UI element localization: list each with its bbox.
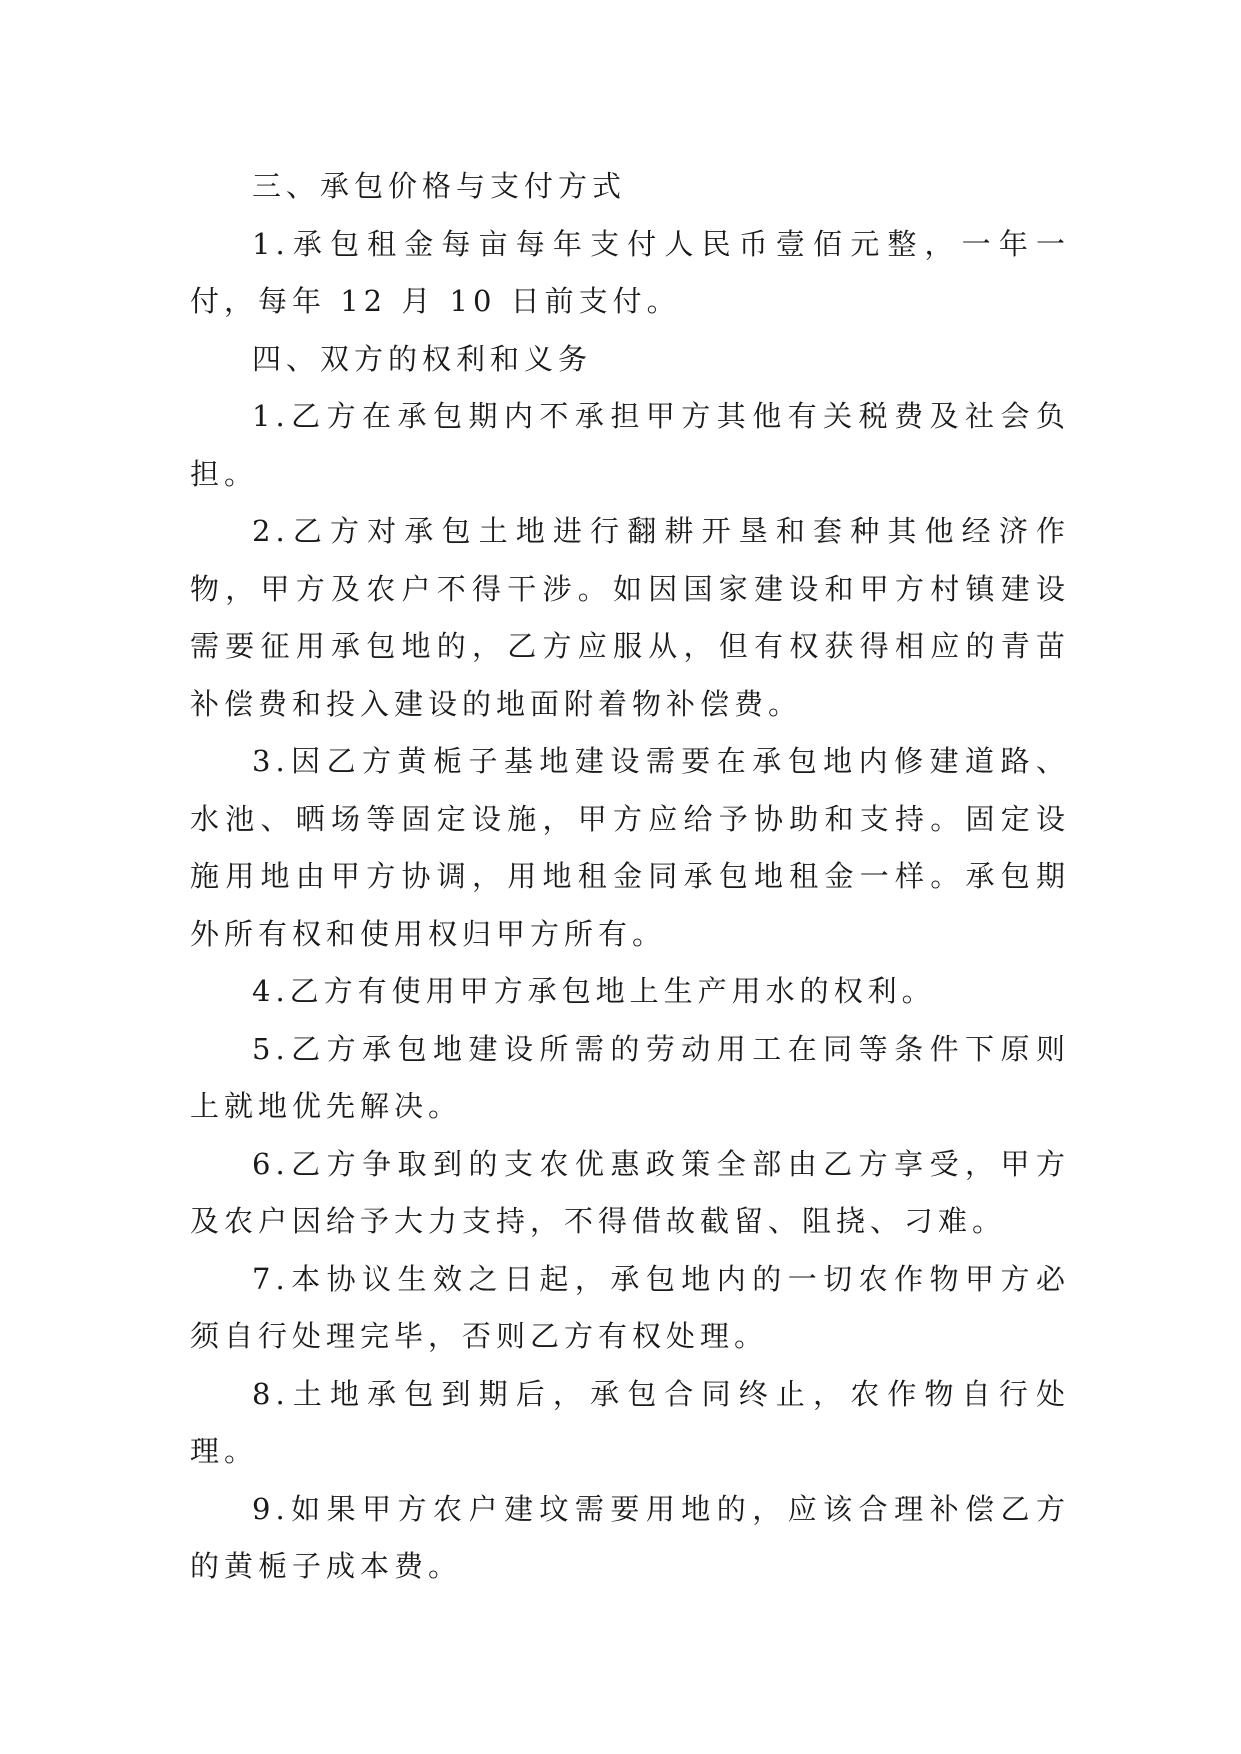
clause-rights-1: 1.乙方在承包期内不承担甲方其他有关税费及社会负担。 bbox=[190, 399, 1070, 491]
clause-rights-4: 4.乙方有使用甲方承包地上生产用水的权利。 bbox=[252, 974, 936, 1008]
clause-price-1: 1.承包租金每亩每年支付人民币壹佰元整，一年一付，每年 12 月 10 日前支付。 bbox=[190, 226, 1070, 318]
clause-rights-9: 9.如果甲方农户建坟需要用地的，应该合理补偿乙方的黄栀子成本费。 bbox=[190, 1491, 1070, 1583]
section-heading-price-payment: 三、承包价格与支付方式 bbox=[252, 169, 627, 203]
section-heading-rights-obligations: 四、双方的权利和义务 bbox=[252, 341, 593, 376]
clause-rights-6: 6.乙方争取到的支农优惠政策全部由乙方享受，甲方及农户因给予大力支持，不得借故截留、阻挠、刁难。 bbox=[190, 1146, 1070, 1238]
clause-rights-7: 7.本协议生效之日起，承包地内的一切农作物甲方必须自行处理完毕，否则乙方有权处理。 bbox=[190, 1261, 1070, 1353]
clause-rights-2: 2.乙方对承包土地进行翻耕开垦和套种其他经济作物，甲方及农户不得干涉。如因国家建设和甲方村镇建设需要征用承包地的，乙方应服从，但有权获得相应的青苗补偿费和投入建设的地面附着物补偿费。 bbox=[190, 514, 1070, 721]
clause-rights-3: 3.因乙方黄栀子基地建设需要在承包地内修建道路、水池、晒场等固定设施，甲方应给予协助和支持。固定设施用地由甲方协调，用地租金同承包地租金一样。承包期外所有权和使用权归甲方所有。 bbox=[190, 744, 1070, 951]
clause-rights-8: 8.土地承包到期后，承包合同终止，农作物自行处理。 bbox=[190, 1376, 1070, 1468]
document-body bbox=[190, 158, 1070, 1596]
clause-rights-5: 5.乙方承包地建设所需的劳动用工在同等条件下原则上就地优先解决。 bbox=[190, 1031, 1070, 1123]
